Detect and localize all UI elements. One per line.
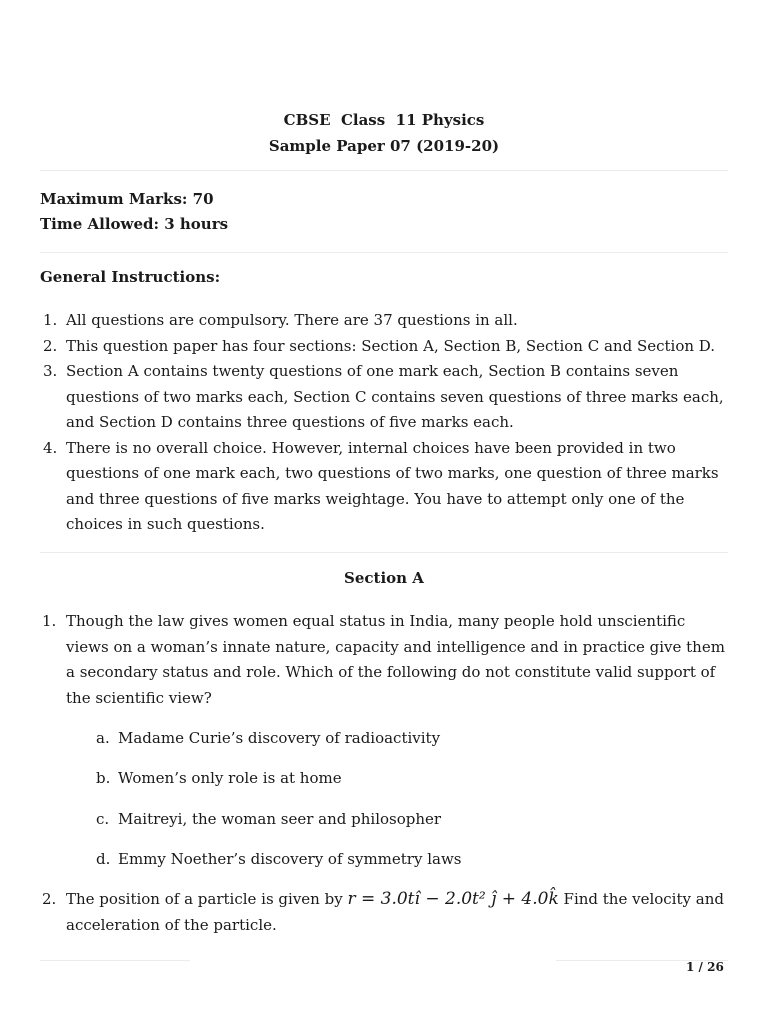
maximum-marks: Maximum Marks: 70 (40, 190, 214, 208)
option-c (96, 808, 442, 830)
option-text: Madame Curie’s discovery of radioactivity (118, 729, 441, 747)
question-text-after: Find the velocity and acceleration of the particle. (66, 890, 724, 934)
instruction-number: 3. (43, 362, 58, 380)
divider (40, 552, 728, 553)
paper-title: CBSE Class 11 Physics (283, 111, 485, 129)
instruction-item (40, 308, 728, 334)
section-a-heading: Section A (344, 569, 424, 587)
instruction-item (40, 436, 728, 538)
option-text: Women’s only role is at home (118, 769, 342, 787)
option-label: c. (96, 810, 110, 828)
option-text: Maitreyi, the woman seer and philosopher (118, 810, 442, 828)
instruction-number: 1. (43, 311, 58, 329)
paper-subtitle: Sample Paper 07 (2019-20) (268, 137, 500, 155)
instruction-number: 2. (43, 336, 58, 355)
option-text: Emmy Noether’s discovery of symmetry laws (118, 850, 462, 868)
instruction-text: All questions are compulsory. There are 37 questions in all. (66, 311, 518, 329)
divider (40, 252, 728, 253)
page-indicator: 1 / 26 (686, 960, 724, 974)
instruction-item (40, 334, 728, 360)
general-instructions-heading: General Instructions: (40, 268, 221, 286)
divider (40, 170, 728, 171)
option-d (96, 848, 462, 870)
question-1 (42, 609, 728, 711)
instructions-list (40, 308, 728, 538)
instruction-text: Section A contains twenty questions of one mark each, Section B contains seven questions of two marks each, Section C contains seven questions of three marks each, and Section D contains three questions of five marks each. (66, 362, 724, 431)
option-label: d. (96, 850, 111, 868)
option-b (96, 767, 342, 789)
question-text: Though the law gives women equal status in India, many people hold unscientific views on a woman’s innate nature, capacity and intelligence and in practice give them a secondary status and role. Which of the following do not constitute valid support of the scientific view? (66, 612, 725, 707)
option-label: a. (96, 729, 110, 747)
paper-meta (40, 187, 228, 237)
option-label: b. (96, 769, 111, 787)
time-allowed: Time Allowed: 3 hours (40, 215, 229, 233)
instruction-text: This question paper has four sections: Section A, Section B, Section C and Section D. (66, 336, 716, 355)
question-text (66, 887, 728, 938)
option-a (96, 727, 441, 749)
instruction-item (40, 359, 728, 436)
position-formula: r = 3.0tî − 2.0t² ĵ + 4.0k̂ (347, 889, 559, 909)
question-2 (42, 887, 728, 938)
instruction-number: 4. (43, 438, 58, 457)
question-number: 1. (42, 612, 57, 630)
question-text-before: The position of a particle is given by (66, 890, 343, 908)
instruction-text: There is no overall choice. However, internal choices have been provided in two questions of one mark each, two questions of two marks, one question of three marks and three questions of five marks weightage. You have to attempt only one of the choices in such questions. (66, 438, 719, 533)
question-number: 2. (42, 890, 57, 908)
paper-title-block (40, 107, 728, 159)
footer-divider-left (40, 960, 190, 961)
